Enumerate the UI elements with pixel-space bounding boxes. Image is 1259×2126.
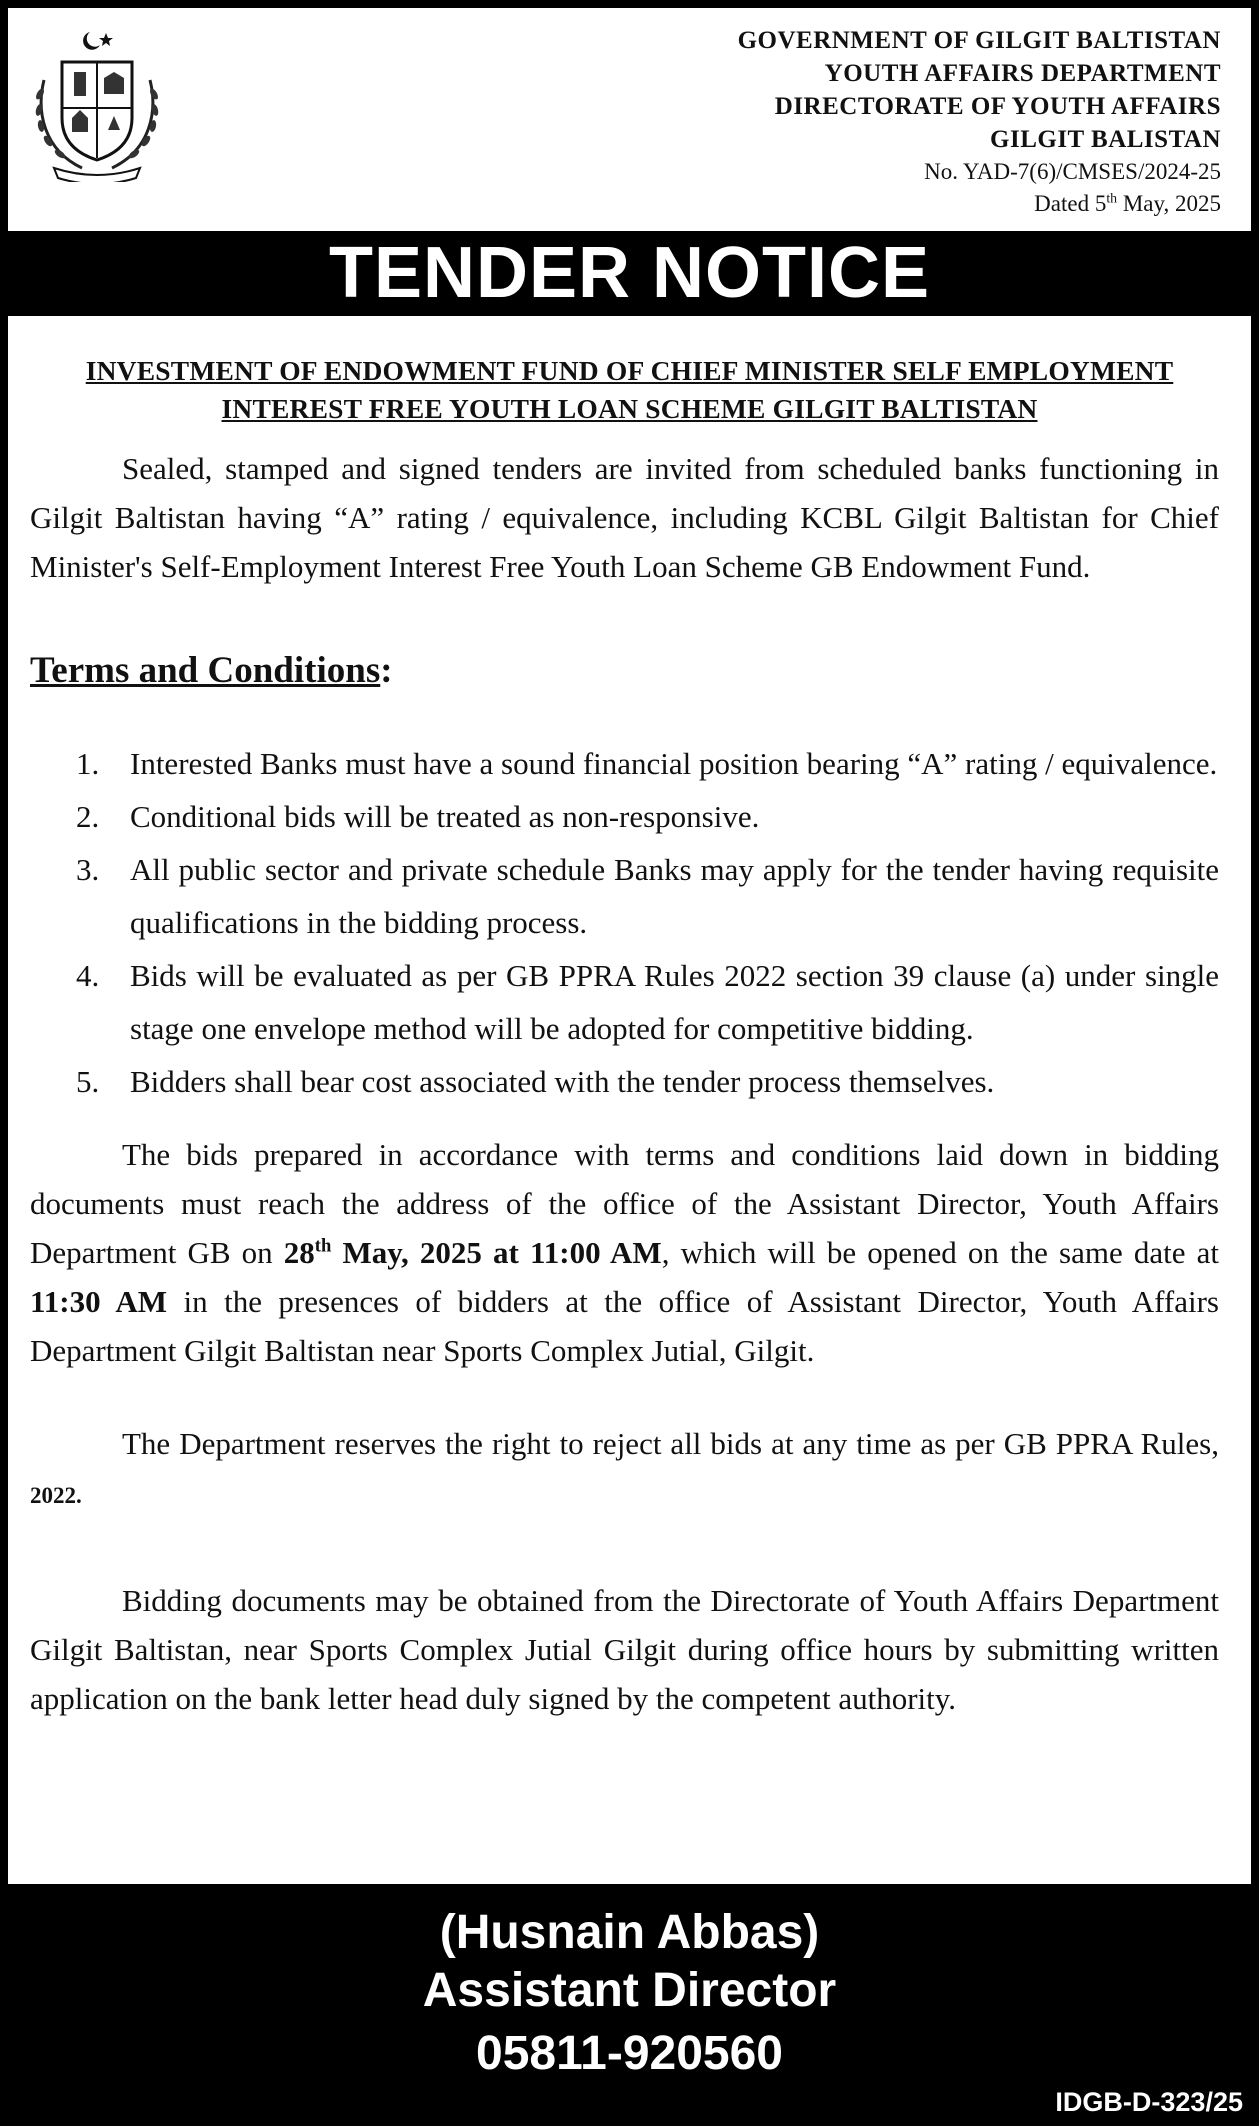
deadline-day: 28 [283,1235,315,1270]
term-item [76,737,1219,790]
notice-subject [44,352,1215,428]
terms-heading-text: Terms and Conditions [30,650,381,691]
term-number: 3. [76,852,100,887]
signatory-phone: 05811-920560 [476,2027,783,2080]
intro-paragraph: Sealed, stamped and signed tenders are invited from scheduled banks functioning in Gilgit Baltistan having “A” rating / equivalence, including KCBL Gilgit Baltistan for Chief Minister's Self-Employment Interest Free Youth Loan Scheme GB Endowment Fund. [30,451,1219,584]
signature-block [0,1884,1259,2126]
issue-date [738,188,1221,220]
deadline-ordinal: th [314,1235,332,1257]
terms-heading-colon: : [380,650,393,691]
term-text: Interested Banks must have a sound financial position bearing “A” rating / equivalence. [130,746,1218,781]
bid-text-part1: The bids prepared in accordance with terms and conditions laid down in bidding documents must reach the address of the office of the Assistant Director, Youth Affairs Department GB on [30,1137,1219,1270]
notice-title: TENDER NOTICE [0,231,1259,316]
deadline-date [284,1235,662,1270]
term-item [76,949,1219,1055]
letterhead-text [738,24,1221,220]
org-line-department: YOUTH AFFAIRS DEPARTMENT [824,60,1221,87]
term-item [76,843,1219,949]
notice-body [8,328,1251,1723]
terms-heading [30,645,1251,697]
term-text: All public sector and private schedule Banks may apply for the tender having requisite qualifications in the bidding process. [130,852,1219,940]
reference-number: No. YAD-7(6)/CMSES/2024-25 [924,159,1221,184]
issue-date-ordinal: th [1106,190,1118,206]
org-line-city: GILGIT BALISTAN [990,126,1221,153]
term-number: 1. [76,746,100,781]
rights-year: 2022. [30,1483,82,1508]
term-item [76,790,1219,843]
org-line-directorate: DIRECTORATE OF YOUTH AFFAIRS [774,93,1221,120]
advertisement-code: IDGB-D-323/25 [1055,2087,1243,2117]
signatory [0,1884,1259,2086]
bid-text-part2: , which will be opened on the same date at [661,1235,1220,1270]
subject-line-1: INVESTMENT OF ENDOWMENT FUND OF CHIEF MINISTER SELF EMPLOYMENT [85,355,1174,386]
rights-reserved-paragraph [30,1419,1219,1520]
opening-time: 11:30 AM [30,1284,168,1319]
letterhead [8,8,1251,234]
bidding-documents-paragraph: Bidding documents may be obtained from the Directorate of Youth Affairs Department Gilgit Baltistan, near Sports Complex Jutial Gilgit during office hours by submitting written application on the bank letter head duly signed by the competent authority. [30,1583,1219,1716]
subject-line-2: INTEREST FREE YOUTH LOAN SCHEME GILGIT BALTISTAN [221,393,1038,424]
term-text: Conditional bids will be treated as non-responsive. [130,799,760,834]
term-text: Bids will be evaluated as per GB PPRA Rules 2022 section 39 clause (a) under single stage one envelope method will be adopted for competitive bidding. [130,958,1219,1046]
terms-list [76,737,1219,1108]
issue-date-day: Dated 5 [1034,191,1107,216]
term-item [76,1055,1219,1108]
bid-submission-paragraph [30,1130,1219,1375]
term-number: 4. [76,958,100,993]
bid-text-part3: in the presences of bidders at the office of Assistant Director, Youth Affairs Department Gilgit Baltistan near Sports Complex Jutial, Gilgit. [30,1284,1219,1368]
deadline-rest: May, 2025 at 11:00 AM [331,1235,662,1270]
rights-text: The Department reserves the right to reject all bids at any time as per GB PPRA Rules, [122,1426,1219,1461]
term-number: 5. [76,1064,100,1099]
org-line-government: GOVERNMENT OF GILGIT BALTISTAN [737,27,1221,54]
term-number: 2. [76,799,100,834]
government-emblem-icon [24,22,170,182]
signatory-name: (Husnain Abbas) [439,1906,820,1959]
term-text: Bidders shall bear cost associated with the tender process themselves. [130,1064,995,1099]
issue-date-rest: May, 2025 [1117,191,1221,216]
signatory-title: Assistant Director [422,1964,837,2017]
